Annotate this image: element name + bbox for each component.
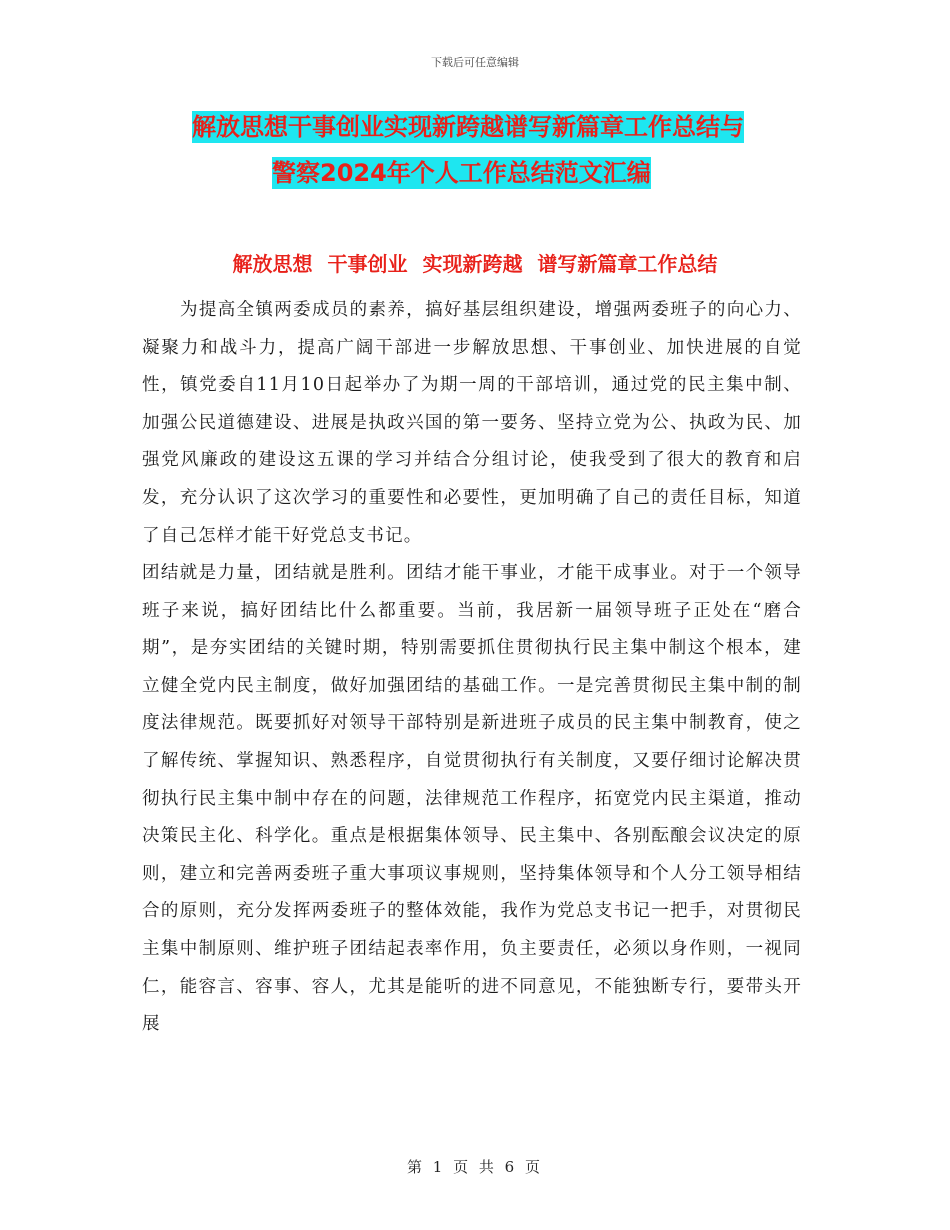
document-title-line-2 xyxy=(272,158,950,188)
document-title-line-1 xyxy=(192,112,892,142)
body-paragraph-1: 为提高全镇两委成员的素养，搞好基层组织建设，增强两委班子的向心力、凝聚力和战斗力，提高广阔干部进一步解放思想、干事创业、加快进展的自觉性，镇党委自11月10日起举办了为期一周的干部培训，通过党的民主集中制、加强公民道德建设、进展是执政兴国的第一要务、坚持立党为公、执政为民、加强党风廉政的建设这五课的学习并结合分组讨论，使我受到了很大的教育和启发，充分认识了这次学习的重要性和必要性，更加明确了自己的责任目标，知道了自己怎样才能干好党总支书记。 xyxy=(142,300,802,546)
page-header-note: 下载后可任意编辑 xyxy=(431,56,519,69)
title-highlight-1: 解放思想干事创业实现新跨越谱写新篇章工作总结与 xyxy=(192,113,744,141)
section-heading: 解放思想 干事创业 实现新跨越 谱写新篇章工作总结 xyxy=(232,252,718,276)
page-number-footer: 第 1 页 共 6 页 xyxy=(407,1158,543,1176)
body-paragraph-2: 团结就是力量，团结就是胜利。团结才能干事业，才能干成事业。对于一个领导班子来说，搞好团结比什么都重要。当前，我居新一届领导班子正处在“磨合期”，是夯实团结的关键时期，特别需要抓住贯彻执行民主集中制这个根本，建立健全党内民主制度，做好加强团结的基础工作。一是完善贯彻民主集中制的制度法律规范。既要抓好对领导干部特别是新进班子成员的民主集中制教育，使之了解传统、掌握知识、熟悉程序，自觉贯彻执行有关制度，又要仔细讨论解决贯彻执行民主集中制中存在的问题，法律规范工作程序，拓宽党内民主渠道，推动决策民主化、科学化。重点是根据集体领导、民主集中、各别酝酿会议决定的原则，建立和完善两委班子重大事项议事规则，坚持集体领导和个人分工领导相结合的原则，充分发挥两委班子的整体效能，我作为党总支书记一把手，对贯彻民主集中制原则、维护班子团结起表率作用，负主要责任，必须以身作则，一视同仁，能容言、容事、容人，尤其是能听的进不同意见，不能独断专行，要带头开展 xyxy=(142,563,802,1035)
title-highlight-2: 警察2024年个人工作总结范文汇编 xyxy=(272,159,651,187)
